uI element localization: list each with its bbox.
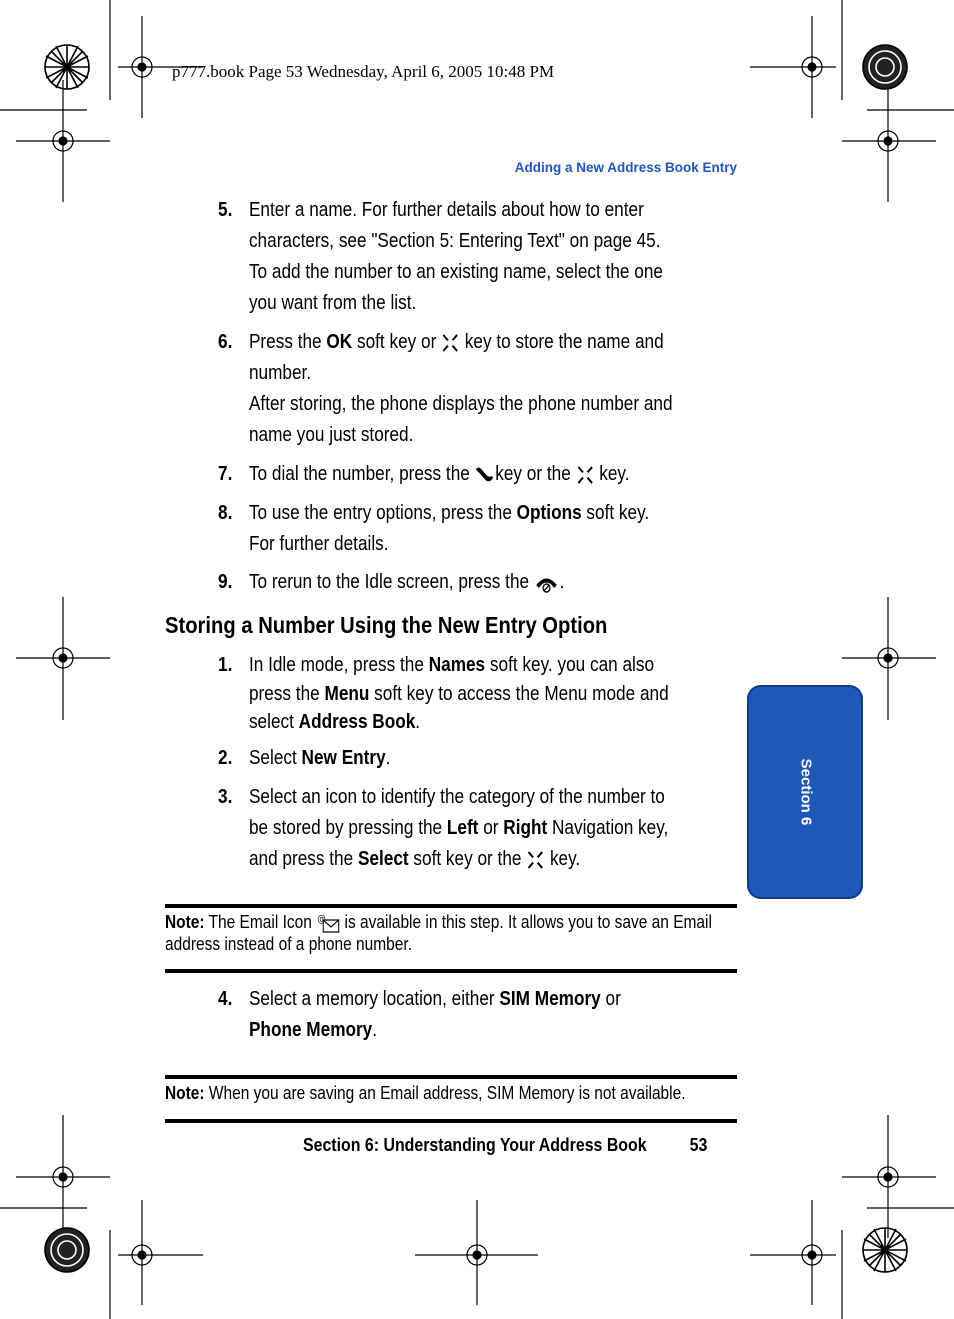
step-text: soft key. For further details. <box>248 502 650 555</box>
step-text: . <box>559 571 565 593</box>
list-item <box>218 498 674 560</box>
registration-mark <box>842 1115 936 1238</box>
step-text: key or the <box>495 463 576 485</box>
page-number: 53 <box>689 1134 708 1155</box>
section-tab-label: Section 6 <box>797 758 815 826</box>
divider <box>165 904 737 908</box>
end-key-icon <box>534 573 560 593</box>
step-text: soft key or <box>352 331 442 353</box>
print-header: p777.book Page 53 Wednesday, April 6, 2005 10:48 PM <box>172 62 555 81</box>
list-item <box>218 567 674 598</box>
section-heading: Storing a Number Using the New Entry Option <box>165 612 608 638</box>
left-key-label: Left <box>446 817 479 839</box>
right-key-label: Right <box>503 817 548 839</box>
list-item <box>218 651 674 737</box>
sim-memory-label: SIM Memory <box>499 988 601 1010</box>
step-text: To use the entry options, press the <box>248 502 517 524</box>
email-icon <box>316 912 340 934</box>
step-text: soft key to access the Menu mode and select <box>248 682 669 733</box>
starburst-mark <box>863 1228 907 1272</box>
select-key-label: Select <box>357 848 409 870</box>
step-number: 2. <box>218 747 233 769</box>
registration-mark <box>415 1200 538 1305</box>
step-text: or <box>600 988 621 1010</box>
address-book-label: Address Book <box>298 711 416 733</box>
note-label: Note: <box>165 1083 205 1103</box>
step-number: 3. <box>218 786 233 808</box>
step-text: . <box>372 1019 378 1041</box>
note <box>165 912 733 955</box>
page-footer <box>303 1134 707 1156</box>
registration-mark <box>750 1200 836 1305</box>
note-text: is available in this step. It allows you to save an Email address instead of a phone number. <box>165 912 712 955</box>
starburst-mark <box>45 1228 89 1272</box>
step-number: 8. <box>218 502 233 524</box>
note-label: Note: <box>165 912 205 932</box>
ok-key-icon <box>441 333 460 353</box>
names-key-label: Names <box>428 654 486 676</box>
step-text: soft key. you can also press the <box>248 654 655 705</box>
step-number: 5. <box>218 199 233 221</box>
step-text: Navigation key, and press the <box>248 817 669 870</box>
list-item <box>218 984 674 1046</box>
list-item <box>218 459 674 490</box>
footer-title: Section 6: Understanding Your Address Book <box>303 1134 647 1155</box>
options-key-label: Options <box>516 502 582 524</box>
list-item <box>218 743 674 774</box>
ok-key-icon <box>576 465 595 485</box>
step-number: 6. <box>218 331 233 353</box>
note-text: When you are saving an Email address, SIM Memory is not available. <box>204 1083 686 1103</box>
ok-key-label: OK <box>326 331 353 353</box>
svg-text:@: @ <box>316 913 326 926</box>
step-text: . <box>415 711 421 733</box>
step-text: To dial the number, press the <box>248 463 475 485</box>
registration-mark <box>16 1115 110 1238</box>
registration-mark <box>16 597 110 720</box>
registration-mark <box>842 80 936 202</box>
step-text: Select a memory location, either <box>248 988 500 1010</box>
step-text: Select an icon to identify the category of the number to be stored by pressing the <box>248 786 665 839</box>
registration-mark <box>16 80 110 202</box>
step-text: soft key or the <box>408 848 527 870</box>
step-text: Enter a name. For further details about how to enter characters, see "Section 5: Entering Text" on page 45. To add the number to an existing name, select the one you want from the list. <box>248 199 663 314</box>
step-text: key. <box>549 848 581 870</box>
step-text: key to store the name and number. <box>248 331 664 384</box>
step-text: . <box>385 747 391 769</box>
step-text: To rerun to the Idle screen, press the <box>248 571 534 593</box>
registration-mark <box>750 16 836 118</box>
step-text: After storing, the phone displays the phone number and name you just stored. <box>248 393 673 446</box>
new-entry-label: New Entry <box>301 747 386 769</box>
step-number: 9. <box>218 571 233 593</box>
running-head: Adding a New Address Book Entry <box>514 160 737 175</box>
divider <box>165 969 737 973</box>
divider <box>165 1075 737 1079</box>
ok-key-icon <box>526 850 545 870</box>
step-text: Select <box>248 747 302 769</box>
step-text: key. <box>599 463 630 485</box>
step-number: 7. <box>218 463 233 485</box>
menu-key-label: Menu <box>324 682 370 705</box>
phone-memory-label: Phone Memory <box>248 1019 373 1041</box>
divider <box>165 1119 737 1123</box>
note-text: The Email Icon <box>204 912 317 932</box>
starburst-mark <box>863 45 907 89</box>
list-item <box>218 195 674 319</box>
step-number: 4. <box>218 988 233 1010</box>
list-item <box>218 782 674 875</box>
note <box>165 1083 733 1104</box>
step-number: 1. <box>218 654 233 676</box>
registration-mark <box>118 1200 203 1305</box>
send-key-icon <box>475 465 496 485</box>
step-text: In Idle mode, press the <box>248 654 429 676</box>
list-item <box>218 327 674 451</box>
starburst-mark <box>45 45 89 89</box>
step-text: Press the <box>248 331 327 353</box>
step-text: or <box>478 817 504 839</box>
